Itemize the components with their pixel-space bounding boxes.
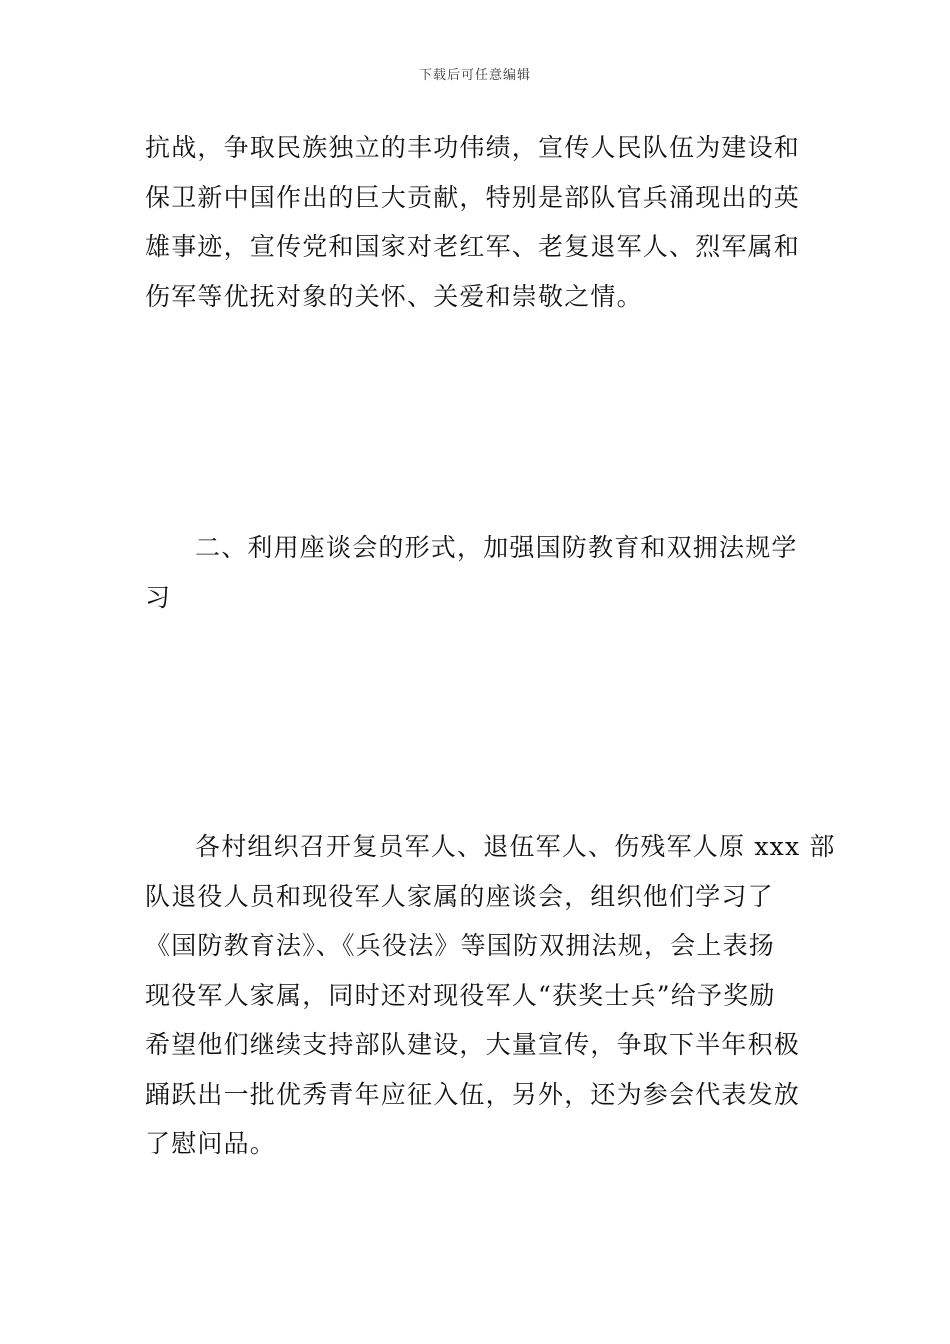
paragraph-national-defense-publicity [145, 123, 807, 321]
paragraph-line: 抗战，争取民族独立的丰功伟绩，宣传人民队伍为建设和 [145, 133, 801, 162]
paragraph-line: 踊跃出一批优秀青年应征入伍，另外，还为参会代表发放 [145, 1079, 801, 1109]
paragraph-line: 各村组织召开复员军人、退伍军人、伤残军人原 xxx 部 [195, 832, 836, 861]
paragraph-line: 希望他们继续支持部队建设，大量宣传，争取下半年积极 [145, 1030, 801, 1059]
heading-line: 二、利用座谈会的形式，加强国防教育和双拥法规学 [195, 533, 798, 562]
paragraph-symposium [145, 822, 836, 1169]
paragraph-line: 了慰问品。 [145, 1129, 277, 1158]
heading-line: 习 [145, 582, 172, 612]
paragraph-line: 现役军人家属，同时还对现役军人“获奖士兵”给予奖励 [145, 980, 776, 1010]
paragraph-line: 保卫新中国作出的巨大贡献，特别是部队官兵涌现出的英 [145, 182, 801, 212]
page-header: 下载后可任意编辑 [418, 68, 531, 83]
paragraph-line: 《国防教育法》、《兵役法》等国防双拥法规，会上表扬 [145, 931, 776, 960]
section-heading-2 [145, 523, 807, 622]
paragraph-line: 伤军等优抚对象的关怀、关爱和崇敬之情。 [145, 281, 643, 311]
paragraph-line: 队退役人员和现役军人家属的座谈会，组织他们学习了 [145, 881, 774, 911]
paragraph-line: 雄事迹，宣传党和国家对老红军、老复退军人、烈军属和 [145, 232, 801, 261]
